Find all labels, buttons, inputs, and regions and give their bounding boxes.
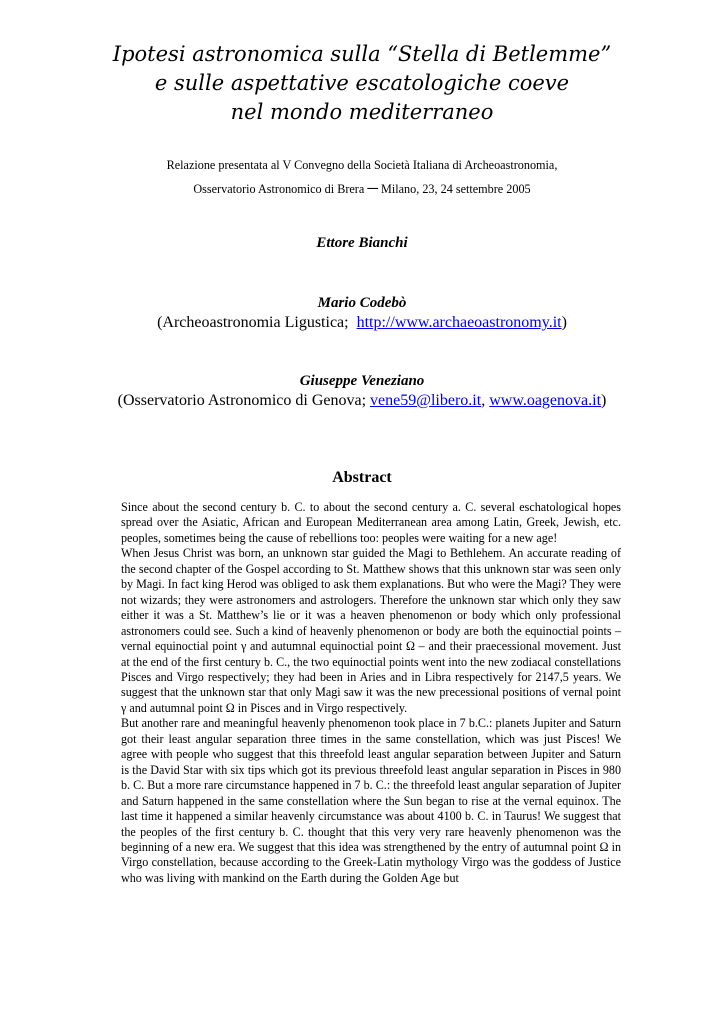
dash-glyph: ─ [367, 181, 378, 197]
conference-note [0, 153, 724, 201]
abstract-body [121, 500, 621, 886]
oagenova-link[interactable]: www.oagenova.it [489, 392, 602, 409]
author-name-veneziano: Giuseppe Veneziano [299, 373, 425, 389]
abstract-heading: Abstract [332, 469, 392, 486]
date-text: Milano, 23, 24 settembre 2005 [377, 182, 531, 196]
email-link[interactable]: vene59@libero.it [370, 392, 482, 409]
archaeoastronomy-link[interactable]: http://www.archaeoastronomy.it [356, 314, 562, 331]
conference-line-2 [0, 177, 724, 201]
affiliation-close: ) [561, 314, 567, 331]
author-affiliation-veneziano [0, 391, 724, 411]
conference-line-1: Relazione presentata al V Convegno della Società Italiana di Archeoastronomia, [166, 158, 558, 172]
paper-title [0, 40, 724, 127]
author-affiliation-codebo [0, 313, 724, 333]
affiliation-text: (Osservatorio Astronomico di Genova; [117, 392, 371, 409]
author-name-codebo: Mario Codebò [317, 295, 407, 311]
observatory-text: Osservatorio Astronomico di Brera [193, 182, 365, 196]
affiliation-text: (Archeoastronomia Ligustica; [157, 314, 357, 331]
title-line-3: nel mondo mediterraneo [230, 100, 494, 124]
title-line-1: Ipotesi astronomica sulla “Stella di Betlemme” [112, 42, 612, 66]
abstract-paragraph-2: When Jesus Christ was born, an unknown star guided the Magi to Bethlehem. An accurate reading of the second chapter of the Gospel according to St. Matthew shows that this unknown star was seen only by Magi. In fact king Herod was obliged to ask them explanations. But who were the Magi? They were not wizards; they were astronomers and astrologers. Therefore the unknown star which only they saw either it was a St. Matthew’s lie or it was a heaven phenomenon or body which only professional astronomers could see. Such a kind of heavenly phenomenon or body are both the equinoctial points – vernal equinoctial point γ and autumnal equinoctial point Ω – and their praecessional movement. Just at the end of the first century b. C., the two equinoctial points went into the new zodiacal constellations Pisces and Virgo respectively; they had been in Aries and in Libra respectively for 2147,5 years. We suggest that the unknown star that only Magi saw it was the new precessional positions of vernal point γ and autumnal point Ω in Pisces and in Virgo respectively. [121, 546, 621, 715]
affiliation-close: ) [601, 392, 607, 409]
abstract-paragraph-3: But another rare and meaningful heavenly phenomenon took place in 7 b.C.: planets Jupiter and Saturn got their least angular separation three times in the same constellation, which was just Pisces! We agree with people who suggest that this threefold least angular separation between Jupiter and Saturn is the David Star with six tips which got its previous threefold least angular separation in Pisces in 980 b. C. But a more rare circumstance happened in 7 b. C.: the threefold least angular separation of Jupiter and Saturn happened in the same constellation where the Sun began to rise at the vernal equinox. The last time it happened a similar heavenly circumstance was about 4100 b. C. in Taurus! We suggest that the peoples of the first century b. C. thought that this very very rare heavenly phenomenon was the beginning of a new era. We suggest that this idea was strengthened by the entry of autumnal point Ω in Virgo constellation, because according to the Greek-Latin mythology Virgo was the goddess of Justice who was living with mankind on the Earth during the Golden Age but [121, 716, 621, 885]
author-name-bianchi: Ettore Bianchi [316, 235, 408, 251]
abstract-paragraph-1: Since about the second century b. C. to about the second century a. C. several eschatological hopes spread over the Asiatic, African and European Mediterranean area among Latin, Greek, Jewish, etc. peoples, sometimes being the cause of rebellions too: peoples were waiting for a new age! [121, 500, 621, 545]
affiliation-separator: , [481, 392, 490, 409]
title-line-2: e sulle aspettative escatologiche coeve [154, 71, 570, 95]
